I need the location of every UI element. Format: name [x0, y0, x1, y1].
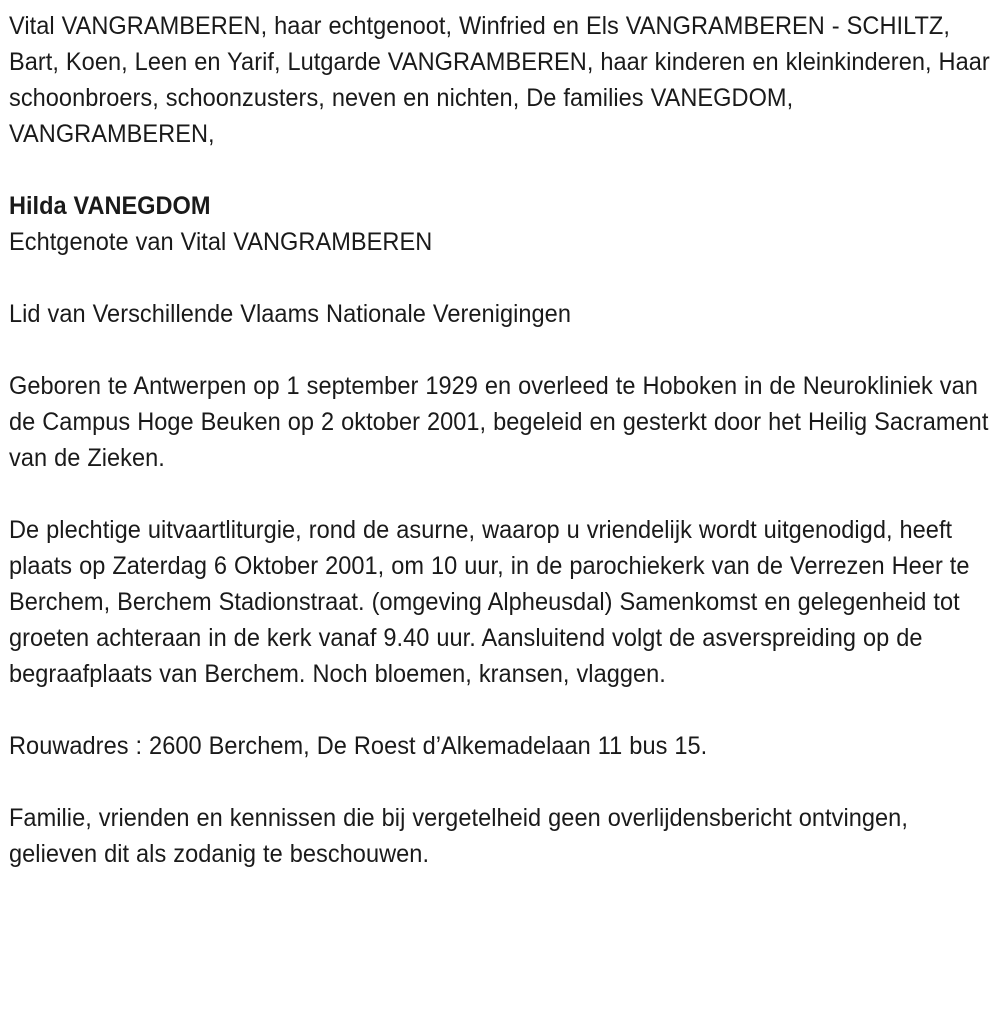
closing-paragraph: Familie, vrienden en kennissen die bij vergetelheid geen overlijdensbericht ontvingen, gelieven dit als zodanig te beschouwen. — [9, 804, 908, 868]
funeral-details-paragraph: De plechtige uitvaartliturgie, rond de asurne, waarop u vriendelijk wordt uitgenodigd, heeft plaats op Zaterdag 6 Oktober 2001, om 10 uur, in de parochiekerk van de Verrezen Heer te Berchem, Berchem Stadionstraat. (omgeving Alpheusdal) Samenkomst en gelegenheid tot groeten achteraan in de kerk vanaf 9.40 uur. Aansluitend volgt de asverspreiding op de begraafplaats van Berchem. Noch bloemen, kransen, vlaggen. — [9, 516, 970, 688]
membership-paragraph: Lid van Verschillende Vlaams Nationale Verenigingen — [9, 300, 571, 328]
spouse-line: Echtgenote van Vital VANGRAMBEREN — [9, 228, 433, 256]
birth-death-paragraph: Geboren te Antwerpen op 1 september 1929 en overleed te Hoboken in de Neurokliniek van de Campus Hoge Beuken op 2 oktober 2001, begeleid en gesterkt door het Heilig Sacrament van de Zieken. — [9, 372, 989, 472]
deceased-name: Hilda VANEGDOM — [9, 192, 211, 220]
mourning-address-paragraph: Rouwadres : 2600 Berchem, De Roest d’Alkemadelaan 11 bus 15. — [9, 732, 708, 760]
survivors-paragraph: Vital VANGRAMBEREN, haar echtgenoot, Winfried en Els VANGRAMBEREN - SCHILTZ, Bart, Koen, Leen en Yarif, Lutgarde VANGRAMBEREN, haar kinderen en kleinkinderen, Haar schoonbroers, schoonzusters, neven en nichten, De families VANEGDOM, VANGRAMBEREN, — [9, 12, 990, 148]
